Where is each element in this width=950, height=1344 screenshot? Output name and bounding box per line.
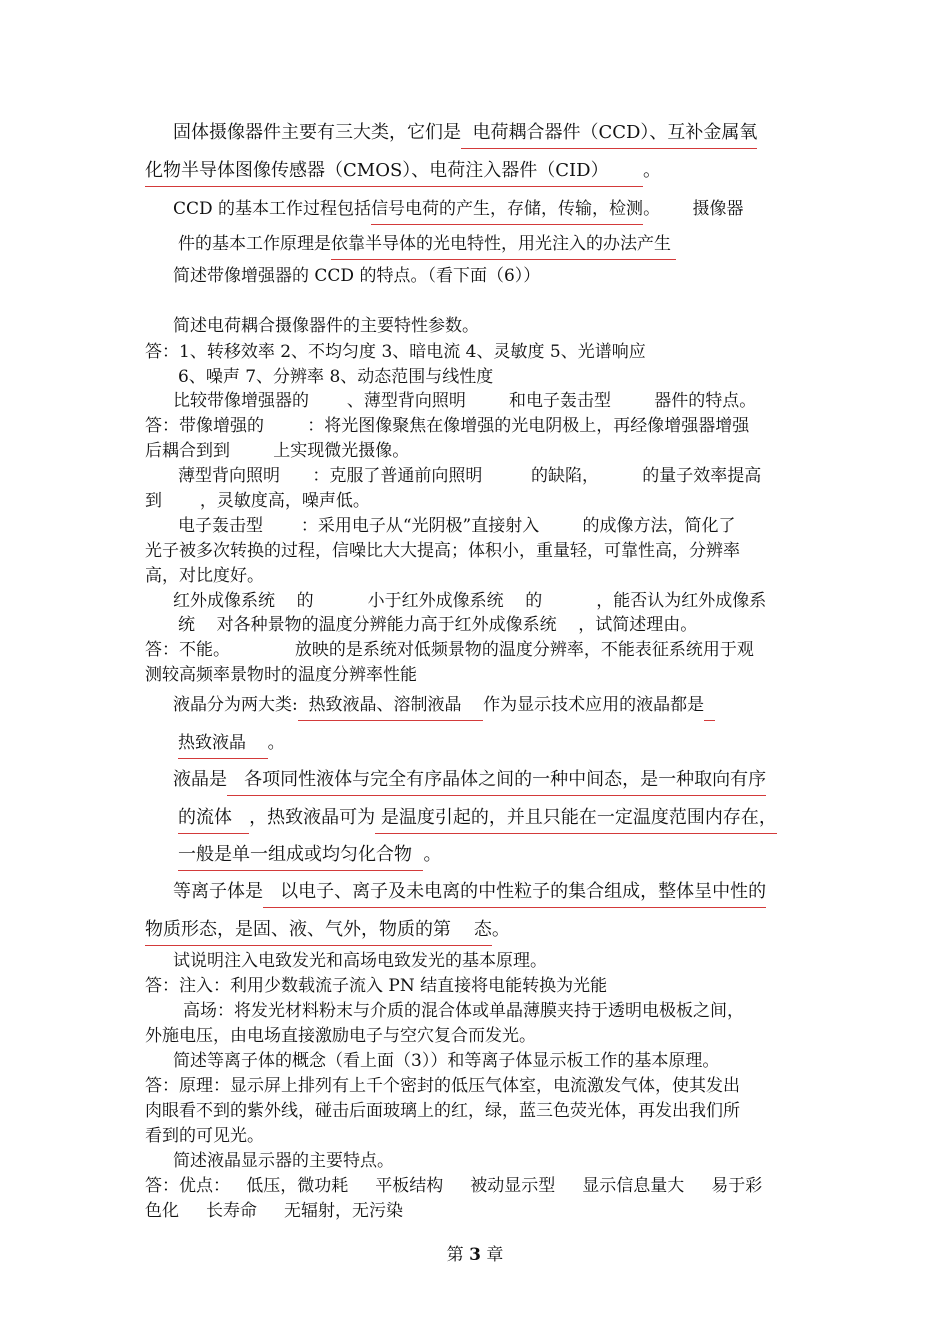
fill-in-answer: 信号电荷的产生，存储，传输，检测 [371, 199, 643, 225]
text-line: 到 ，灵敏度高，噪声低。 [145, 491, 370, 511]
text-line: 物质形态，是固、液、气外，物质的第 态。 [145, 919, 510, 941]
text-line: 薄型背向照明 ：克服了普通前向照明 的缺陷， 的量子效率提高 [178, 466, 762, 486]
text-line: 肉眼看不到的紫外线，碰击后面玻璃上的红，绿，蓝三色荧光体，再发出我们所 [145, 1101, 740, 1121]
text-line: 答：注入：利用少数载流子流入 PN 结直接将电能转换为光能 [145, 976, 608, 996]
text-line: 答：1、转移效率 2、不均匀度 3、暗电流 4、灵敏度 5、光谱响应 [145, 342, 646, 362]
text-line: 简述带像增强器的 CCD 的特点。（看下面（6）） [173, 266, 541, 286]
text-line: 色化 长寿命 无辐射，无污染 [145, 1201, 404, 1221]
fill-in-answer: 一般是单一组成或均匀化合物 [178, 844, 423, 871]
text-line: 件的基本工作原理是依靠半导体的光电特性，用光注入的办法产生 [178, 233, 676, 255]
text-line: 高，对比度好。 [145, 566, 264, 586]
text-line: CCD 的基本工作过程包括信号电荷的产生，存储，传输，检测。 摄像器 [173, 198, 744, 220]
text-line: 试说明注入电致发光和高场电致发光的基本原理。 [173, 951, 547, 971]
text-line: 后耦合到到 上实现微光摄像。 [145, 441, 410, 461]
text-line: 简述电荷耦合摄像器件的主要特性参数。 [173, 316, 479, 336]
text-line: 热致液晶 。 [178, 732, 285, 754]
text-line: 比较带像增强器的 、薄型背向照明 和电子轰击型 器件的特点。 [173, 391, 757, 411]
text-line: 简述等离子体的概念（看上面（3））和等离子体显示板工作的基本原理。 [173, 1051, 720, 1071]
text-line: 光子被多次转换的过程，信噪比大大提高；体积小，重量轻，可靠性高，分辨率 [145, 541, 740, 561]
text-line: 统 对各种景物的温度分辨能力高于红外成像系统 ，试简述理由。 [178, 615, 698, 635]
text-line: 外施电压，由电场直接激励电子与空穴复合而发光。 [145, 1026, 536, 1046]
text-line: 答：带像增强的 ：将光图像聚焦在像增强的光电阴极上，再经像增强器增强 [145, 416, 750, 436]
text-line: 答：原理：显示屏上排列有上千个密封的低压气体室，电流激发气体，使其发出 [145, 1076, 740, 1096]
text-line: 红外成像系统 的 小于红外成像系统 的 ，能否认为红外成像系 [173, 591, 767, 611]
fill-in-answer: 热致液晶、溶制液晶 [298, 695, 483, 721]
fill-in-answer: 电荷耦合器件（CCD）、互补金属氧 [461, 122, 757, 149]
text-line: 电子轰击型 ：采用电子从“光阴极”直接射入 的成像方法，简化了 [178, 516, 736, 536]
fill-in-answer: 热致液晶 [178, 733, 268, 759]
text-line: 化物半导体图像传感器（CMOS）、电荷注入器件（CID） 。 [145, 160, 661, 182]
text-line: 高场：将发光材料粉末与介质的混合体或单晶薄膜夹持于透明电极板之间， [183, 1001, 744, 1021]
fill-in-answer: 各项同性液体与完全有序晶体之间的一种中间态，是一种取向有序 [227, 769, 766, 796]
fill-in-answer: 的流体 [178, 807, 249, 834]
text-line: 液晶是 各项同性液体与完全有序晶体之间的一种中间态，是一种取向有序 [173, 769, 766, 791]
fill-in-answer: 是温度引起的，并且只能在一定温度范围内存在， [375, 807, 777, 834]
text-line: 的流体 ，热致液晶可为 是温度引起的，并且只能在一定温度范围内存在， [178, 807, 777, 829]
text-line: 测较高频率景物时的温度分辨率性能 [145, 665, 417, 685]
fill-in-answer: 化物半导体图像传感器（CMOS）、电荷注入器件（CID） [145, 160, 643, 187]
fill-in-answer: 以电子、离子及未电离的中性粒子的集合组成，整体呈中性的 [263, 881, 766, 908]
text-line: 一般是单一组成或均匀化合物 。 [178, 844, 441, 866]
fill-in-answer: 依靠半导体的光电特性，用光注入的办法产生 [331, 234, 676, 260]
text-line: 简述液晶显示器的主要特点。 [173, 1151, 394, 1171]
text-line: 液晶分为两大类: 热致液晶、溶制液晶 作为显示技术应用的液晶都是 [173, 694, 715, 716]
text-line: 6、噪声 7、分辨率 8、动态范围与线性度 [178, 367, 494, 387]
text-line: 看到的可见光。 [145, 1126, 264, 1146]
text-line: 等离子体是 以电子、离子及未电离的中性粒子的集合组成，整体呈中性的 [173, 881, 766, 903]
page-footer: 第 3 章 [446, 1245, 504, 1265]
text-line: 答：不能。 放映的是系统对低频景物的温度分辨率，不能表征系统用于观 [145, 640, 754, 660]
fill-in-answer: 物质形态，是固、液、气外，物质的第 态 [145, 919, 492, 946]
text-line: 答：优点： 低压，微功耗 平板结构 被动显示型 显示信息量大 易于彩 [145, 1176, 763, 1196]
text-line: 固体摄像器件主要有三大类，它们是 电荷耦合器件（CCD）、互补金属氧 [173, 122, 757, 144]
